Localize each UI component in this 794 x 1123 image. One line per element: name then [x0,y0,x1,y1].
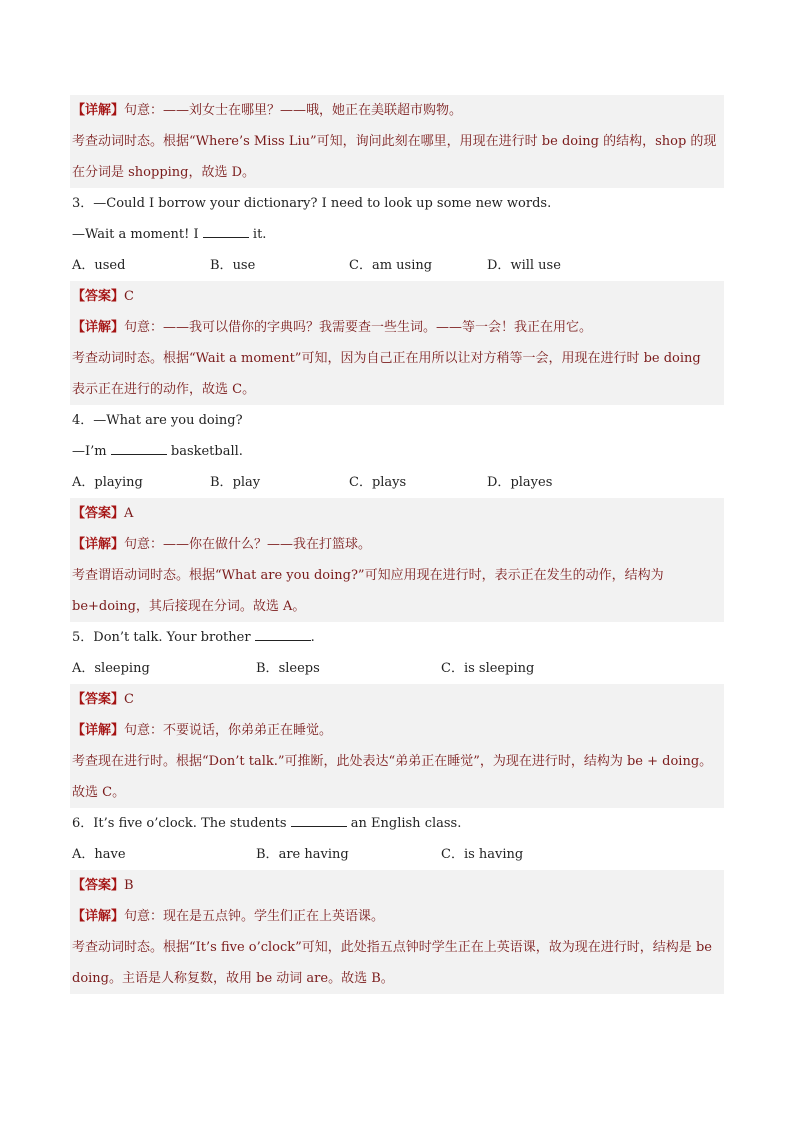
option-b: B．use [210,258,256,273]
answer-explanation-q3 [70,281,724,405]
question-dialogue [70,436,724,467]
analysis-line: 表示正在进行的动作，故选 C。 [72,382,256,397]
option-a: A．sleeping [72,661,150,676]
answer-tag: 【答案】 [72,506,125,521]
question-stem [70,188,724,219]
question-text: It’s five o’clock. The students [93,816,291,831]
detail-text: 句意：不要说话，你弟弟正在睡觉。 [124,723,333,738]
answer-blank [203,223,249,238]
analysis-line: 故选 C。 [72,785,126,800]
question-number: 4． [72,413,94,428]
question-text: it. [248,227,267,242]
answer-value: C [124,692,134,707]
question-text: . [310,630,315,645]
option-d: D．playes [487,475,553,490]
option-a: A．have [72,847,126,862]
option-b: B．are having [256,847,349,862]
option-b: B．sleeps [256,661,320,676]
answer-line [70,684,724,715]
option-d: D．will use [487,258,561,273]
option-c: C．plays [349,475,407,490]
option-a: A．playing [72,475,143,490]
question-text: —Wait a moment! I [72,227,203,242]
analysis-line: 考查动词时态。根据“Wait a moment”可知，因为自己正在用所以让对方稍等一会，用现在进行时 be doing [72,351,701,366]
analysis-line: 考查动词时态。根据“It’s five o’clock”可知，此处指五点钟时学生正在上英语课，故为现在进行时，结构是 be [72,940,712,955]
analysis-line: 考查谓语动词时态。根据“What are you doing?”可知应用现在进行时，表示正在发生的动作，结构为 [72,568,664,583]
option-c: C．am using [349,258,433,273]
answer-tag: 【答案】 [72,289,125,304]
analysis-line: 在分词是 shopping，故选 D。 [72,165,256,180]
question-stem [70,622,724,653]
answer-explanation-q4 [70,498,724,622]
answer-line [70,870,724,901]
answer-explanation-q6 [70,870,724,994]
question-text: Don’t talk. Your brother [93,630,255,645]
detail-tag: 【详解】 [72,537,125,552]
question-dialogue [70,219,724,250]
question-number: 6． [72,816,94,831]
detail-text: 句意：——刘女士在哪里？——哦，她正在美联超市购物。 [124,103,463,118]
analysis-line: 考查动词时态。根据“Where’s Miss Liu”可知，询问此刻在哪里，用现在进行时 be doing 的结构，shop 的现 [72,134,717,149]
options-row [70,467,724,498]
question-3 [70,188,724,405]
option-a: A．used [72,258,126,273]
question-4 [70,405,724,622]
detail-line [70,529,724,560]
analysis-line: 考查现在进行时。根据“Don’t talk.”可推断，此处表达“弟弟正在睡觉”，为现在进行时，结构为 be + doing。 [72,754,713,769]
question-text: an English class. [346,816,462,831]
answer-explanation-q2 [70,95,724,188]
question-text: —Could I borrow your dictionary? I need to look up some new words. [93,196,552,211]
answer-line [70,281,724,312]
detail-line [70,901,724,932]
answer-blank [111,440,167,455]
question-5 [70,622,724,808]
options-row [70,839,724,870]
analysis-line: doing。主语是人称复数，故用 be 动词 are。故选 B。 [72,971,394,986]
detail-text: 句意：现在是五点钟。学生们正在上英语课。 [124,909,385,924]
answer-explanation-q5 [70,684,724,808]
analysis-line: be+doing，其后接现在分词。故选 A。 [72,599,306,614]
question-text: basketball. [166,444,243,459]
question-stem [70,808,724,839]
detail-tag: 【详解】 [72,103,125,118]
option-b: B．play [210,475,261,490]
answer-value: C [124,289,134,304]
detail-line [70,312,724,343]
detail-line [70,95,724,126]
detail-line [70,715,724,746]
detail-text: 句意：——你在做什么？——我在打篮球。 [124,537,372,552]
detail-tag: 【详解】 [72,320,125,335]
question-text: —What are you doing? [93,413,243,428]
question-number: 3． [72,196,94,211]
answer-line [70,498,724,529]
document-content [70,95,724,994]
detail-text: 句意：——我可以借你的字典吗？我需要查一些生词。——等一会！我正在用它。 [124,320,593,335]
answer-blank [291,812,347,827]
answer-blank [255,626,311,641]
detail-tag: 【详解】 [72,909,125,924]
question-text: —I’m [72,444,111,459]
options-row [70,250,724,281]
detail-tag: 【详解】 [72,723,125,738]
answer-value: B [124,878,134,893]
question-stem [70,405,724,436]
question-number: 5． [72,630,94,645]
option-c: C．is sleeping [441,661,535,676]
answer-value: A [124,506,134,521]
answer-tag: 【答案】 [72,692,125,707]
option-c: C．is having [441,847,524,862]
options-row [70,653,724,684]
answer-tag: 【答案】 [72,878,125,893]
question-6 [70,808,724,994]
